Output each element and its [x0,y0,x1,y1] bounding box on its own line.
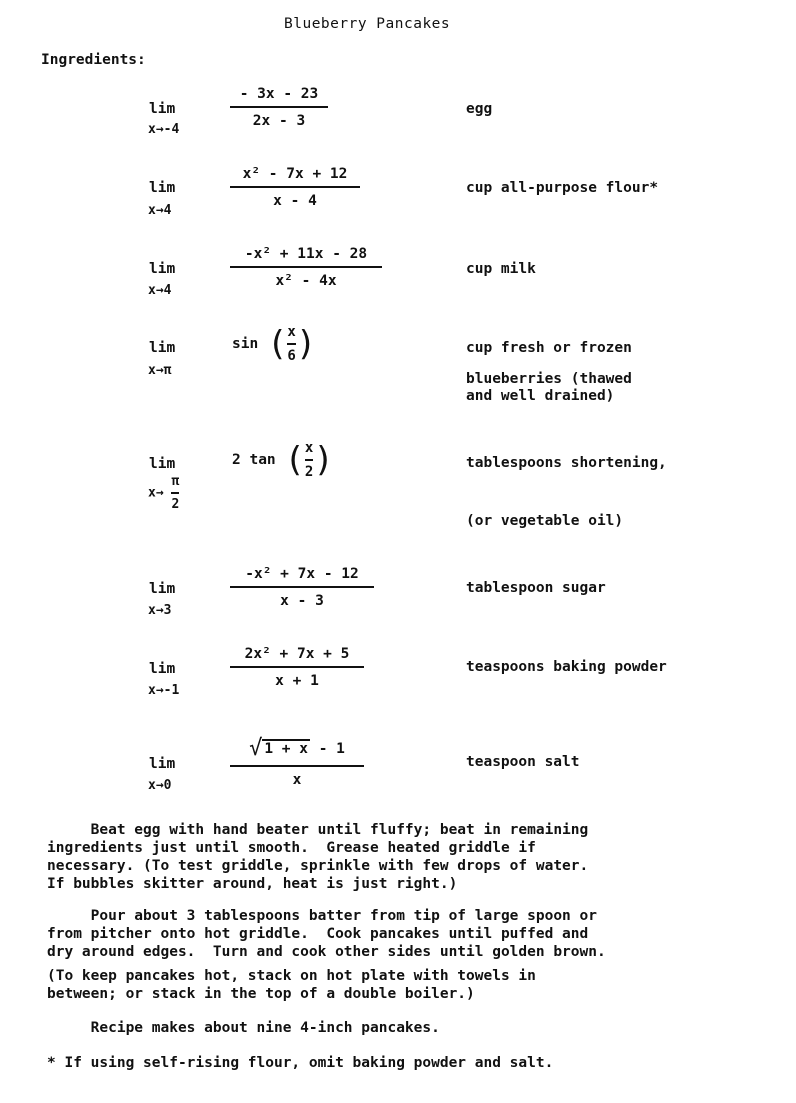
numerator [230,736,364,761]
right-paren: ) [313,440,334,480]
instruction-paragraph: Recipe makes about nine 4-inch pancakes. [47,1020,440,1036]
fraction-bar [230,586,374,588]
denominator: x² - 4x [275,273,337,289]
limit-subscript: x→0 [148,778,172,793]
ingredient-text: and well drained) [466,388,615,404]
radicand: 1 + x [264,741,308,757]
fraction-bar [230,266,382,268]
fraction-bar [230,106,328,108]
numerator: - 3x - 23 [239,86,319,102]
fraction-bar [230,765,364,767]
ingredient-text: cup milk [466,261,536,277]
ingredient-text: blueberries (thawed [466,371,632,387]
limit-subscript: x→-1 [148,683,180,698]
limit-fraction [230,86,328,129]
limit-subscript: x→4 [148,203,172,218]
right-paren: ) [295,324,317,364]
limit-subscript: x→-4 [148,122,180,137]
fraction-bar [230,666,364,668]
limit-fraction [230,566,374,609]
instruction-paragraph: (To keep pancakes hot, stack on hot plate with towels in between; or stack in the top of a double boiler.) [47,968,536,1002]
limit-label: lim [149,661,176,677]
numerator: 2x² + 7x + 5 [244,646,350,662]
fraction-bar [171,492,179,494]
fraction-bar [287,343,295,345]
ingredient-text: cup fresh or frozen [466,340,632,356]
limit-fraction [230,646,364,689]
instruction-paragraph: Beat egg with hand beater until fluffy; beat in remaining ingredients just until smooth. Grease heated griddle if necessary. (To test griddle, sprinkle with few drops of water. If bubbles skitter around, heat is just right.) [47,822,589,892]
ingredient-text: tablespoon sugar [466,580,606,596]
numerator: x² - 7x + 12 [242,166,348,182]
square-root-icon: √ [249,736,263,761]
numerator: x [287,324,296,340]
numerator: x [304,440,314,456]
limit-fraction [230,246,382,289]
denominator: x [292,772,302,788]
argument-fraction [287,324,295,364]
limit-subscript: x→4 [148,283,172,298]
page-title: Blueberry Pancakes [284,16,451,32]
numerator: π [171,474,180,489]
fraction-bar [305,459,313,461]
function-name: sin [232,336,259,352]
ingredient-text: cup all-purpose flour* [466,180,659,196]
limit-label: lim [149,340,176,356]
fraction-bar [230,186,360,188]
trig-expression [232,440,334,480]
ingredient-text: teaspoon salt [466,754,580,770]
ingredient-text: egg [466,101,493,117]
instruction-paragraph: Pour about 3 tablespoons batter from tip of large spoon or from pitcher onto hot griddle. Cook pancakes until puffed and dry around edges. Turn and cook other sides until golden brown. [47,908,606,960]
limit-label: lim [149,180,176,196]
ingredient-text: tablespoons shortening, [466,455,667,471]
ingredients-heading: Ingredients: [41,52,146,68]
limit-subscript: x→π [148,363,172,378]
limit-label: lim [149,581,176,597]
limit-label: lim [149,756,176,772]
denominator: 2x - 3 [252,113,306,129]
limit-label: lim [149,456,176,472]
subscript-prefix: x→ [148,485,164,501]
limit-fraction [230,166,360,209]
subscript-fraction [171,474,179,512]
left-paren: ( [266,324,288,364]
numerator: -x² + 11x - 28 [244,246,368,262]
footnote: * If using self-rising flour, omit baking powder and salt. [47,1055,554,1071]
limit-fraction [230,736,364,788]
denominator: 2 [171,497,180,512]
denominator: 6 [287,348,296,364]
argument-fraction [305,440,313,480]
denominator: x - 4 [273,193,317,209]
numerator-tail: - 1 [318,741,345,757]
denominator: 2 [304,464,314,480]
ingredient-text: teaspoons baking powder [466,659,667,675]
function-name: 2 tan [232,452,276,468]
limit-subscript [148,474,179,512]
numerator: -x² + 7x - 12 [245,566,359,582]
limit-label: lim [149,261,176,277]
trig-expression [232,324,316,364]
left-paren: ( [284,440,305,480]
ingredient-text: (or vegetable oil) [466,513,624,529]
denominator: x - 3 [280,593,324,609]
limit-subscript: x→3 [148,603,172,618]
limit-label: lim [149,101,176,117]
denominator: x + 1 [275,673,319,689]
